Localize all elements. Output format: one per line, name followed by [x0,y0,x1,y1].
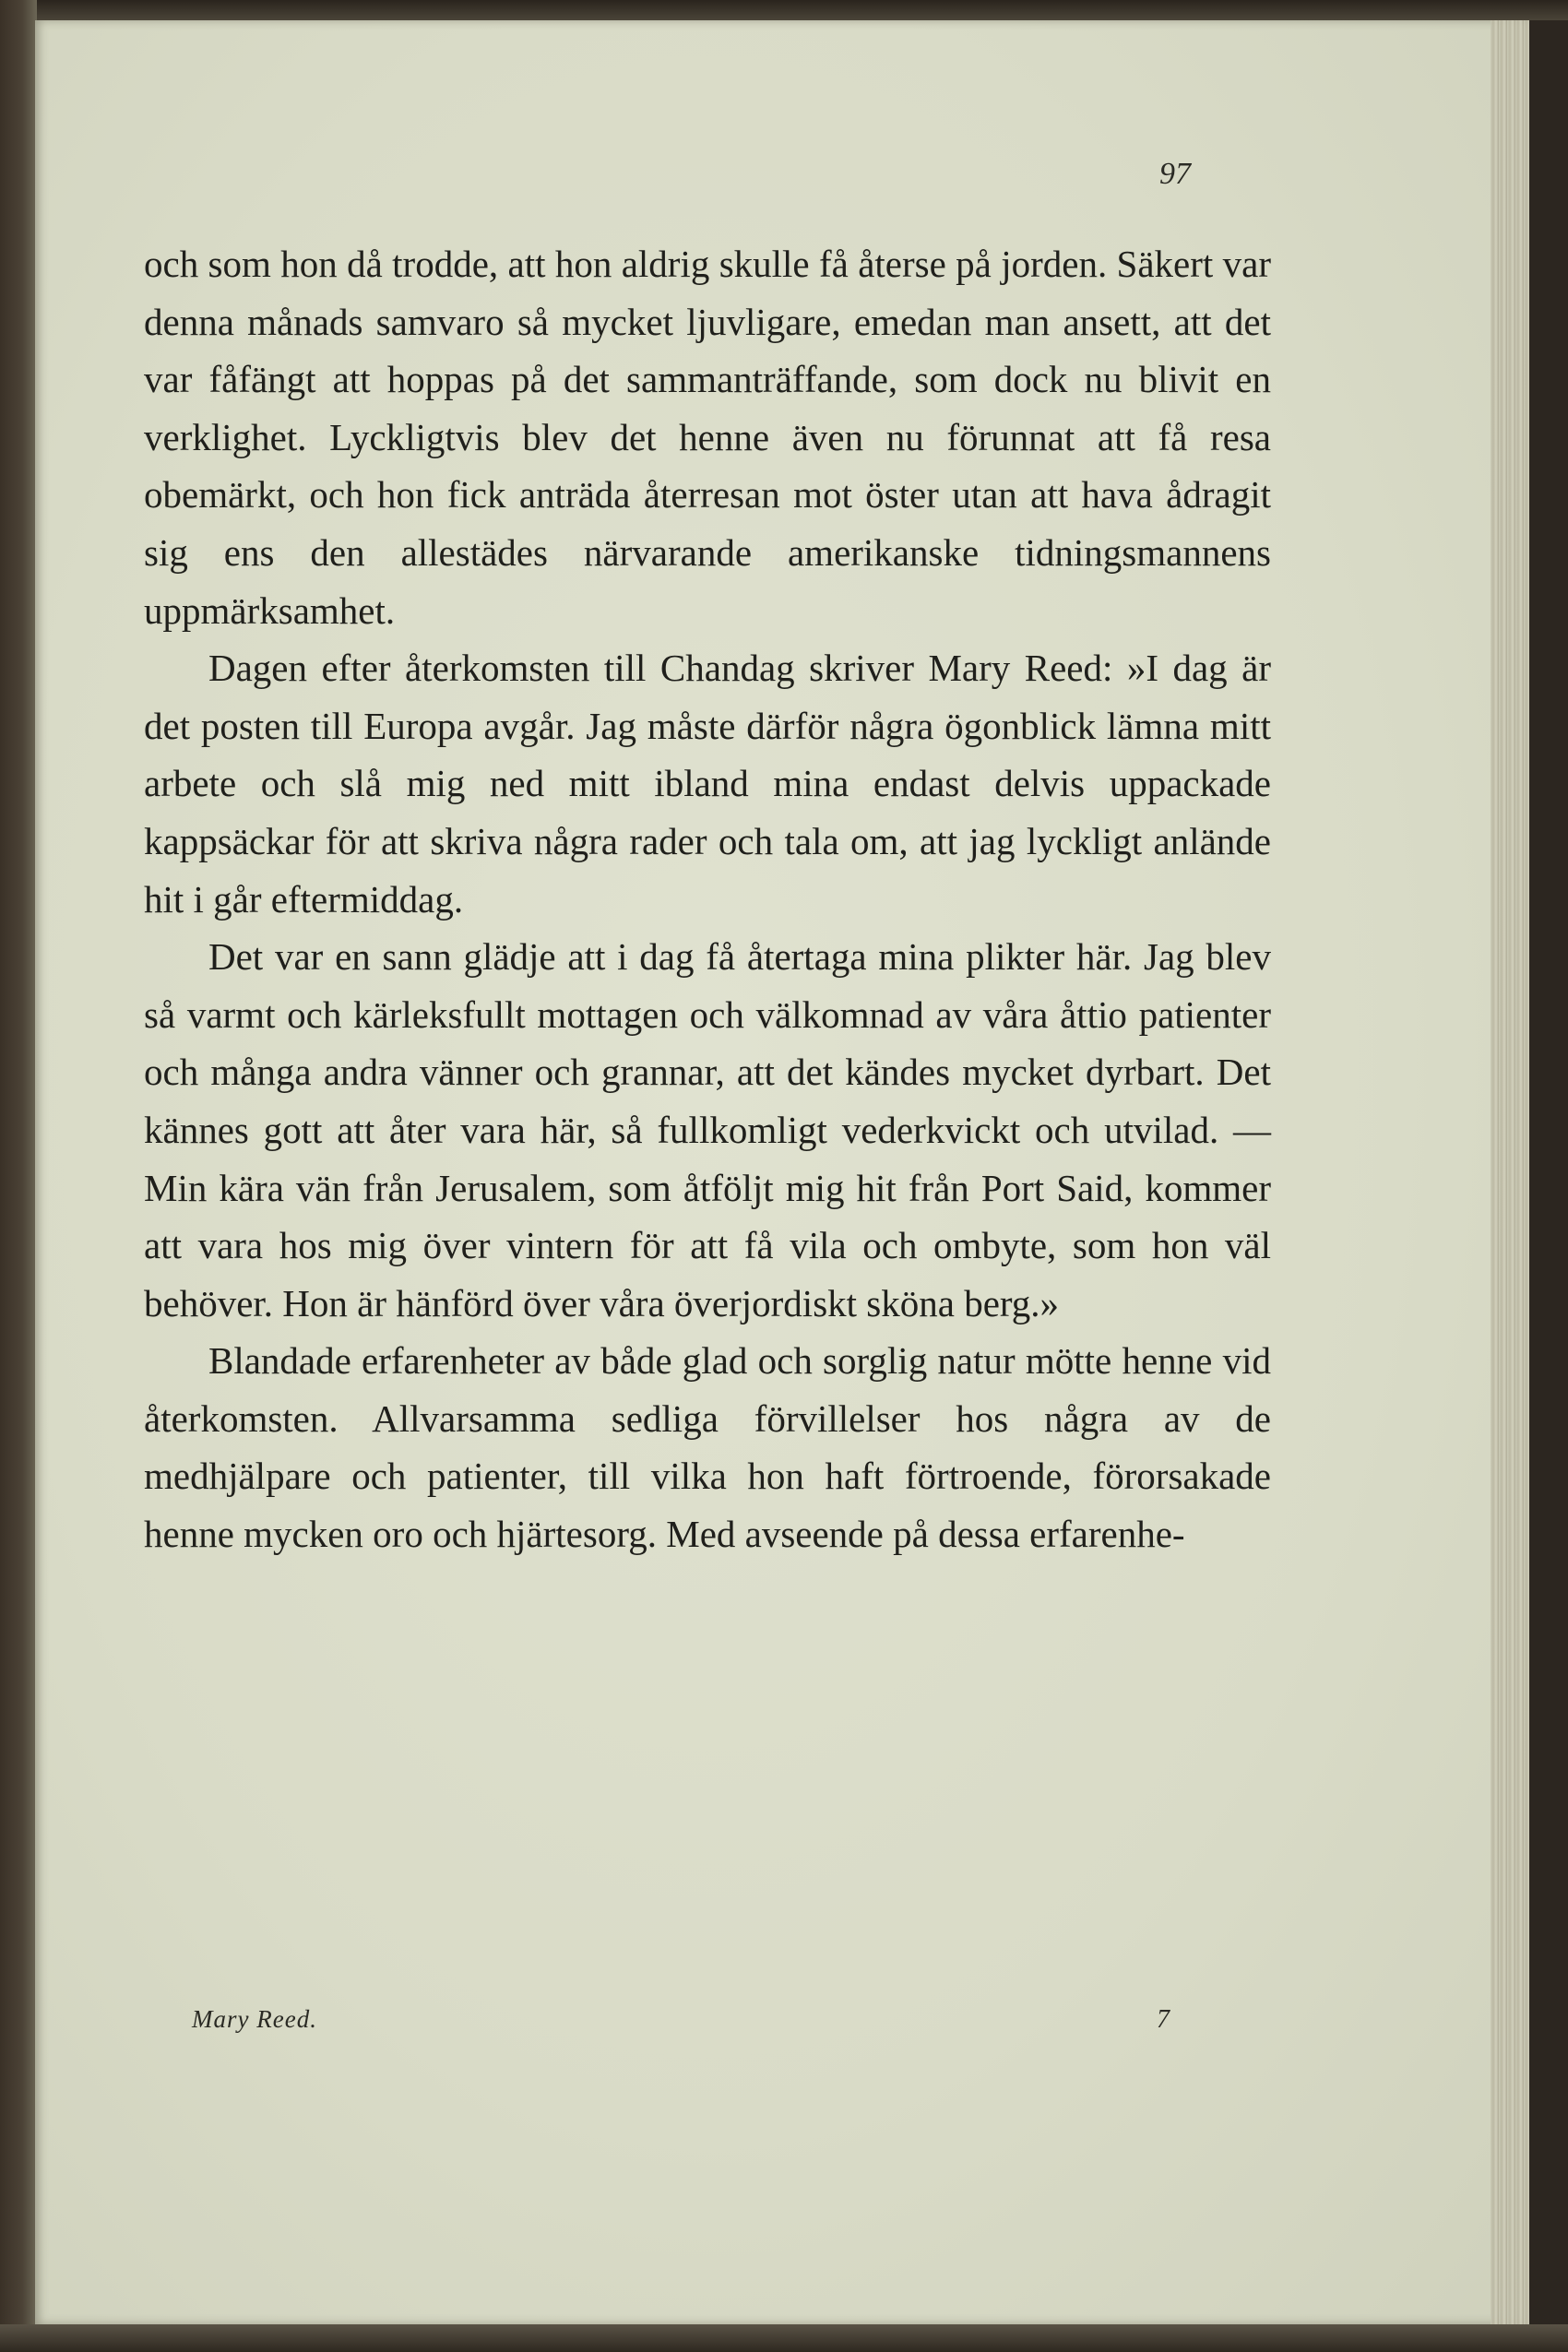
footer-signature-mark: 7 [1157,2005,1170,2034]
paragraph-3: Det var en sann glädje att i dag få återtaga mina plikter här. Jag blev så varmt och kärleksfullt mottagen och välkomnad av våra åttio patienter och många andra vänner och grannar, att det kändes mycket dyrbart. Det kännes gott att åter vara här, så fullkomligt vederkvickt och utvilad. — Min kära vän från Jerusalem, som åtföljt mig hit från Port Said, kommer att vara hos mig över vintern för att få vila och ombyte, som hon väl behöver. Hon är hänförd över våra överjordiskt sköna berg.» [144,935,1271,1324]
book-cover-left [0,0,37,2352]
paragraph-4: Blandade erfarenheter av både glad och sorglig natur mötte henne vid återkomsten. Allvarsamma sedliga förvillelser hos några av de medhjälpare och patienter, till vilka hon haft förtroende, förorsakade henne mycken oro och hjärtesorg. Med avseende på dessa erfarenhe- [144,1339,1271,1556]
page-edge [1491,20,1529,2324]
book-cover-bottom [0,2324,1568,2352]
body-text [144,235,1271,1563]
footer-book-title: Mary Reed. [192,2005,317,2033]
paragraph-1: och som hon då trodde, att hon aldrig skulle få återse på jorden. Säkert var denna månads samvaro så mycket ljuvligare, emedan man ansett, att det var fåfängt att hoppas på det sammanträffande, som dock nu blivit en verklighet. Lyckligtvis blev det henne även nu förunnat att få resa obemärkt, och hon fick anträda återresan mot öster utan att hava ådragit sig ens den allestädes närvarande amerikanske tidningsmannens uppmärksamhet. [144,243,1271,632]
book-cover-top [0,0,1568,20]
page-number: 97 [1159,157,1191,191]
paragraph-2: Dagen efter återkomsten till Chandag skriver Mary Reed: »I dag är det posten till Europa avgår. Jag måste därför några ögonblick lämna mitt arbete och slå mig ned mitt ibland mina endast delvis uppackade kappsäckar för att skriva några rader och tala om, att jag lyckligt anlände hit i går eftermiddag. [144,647,1271,921]
